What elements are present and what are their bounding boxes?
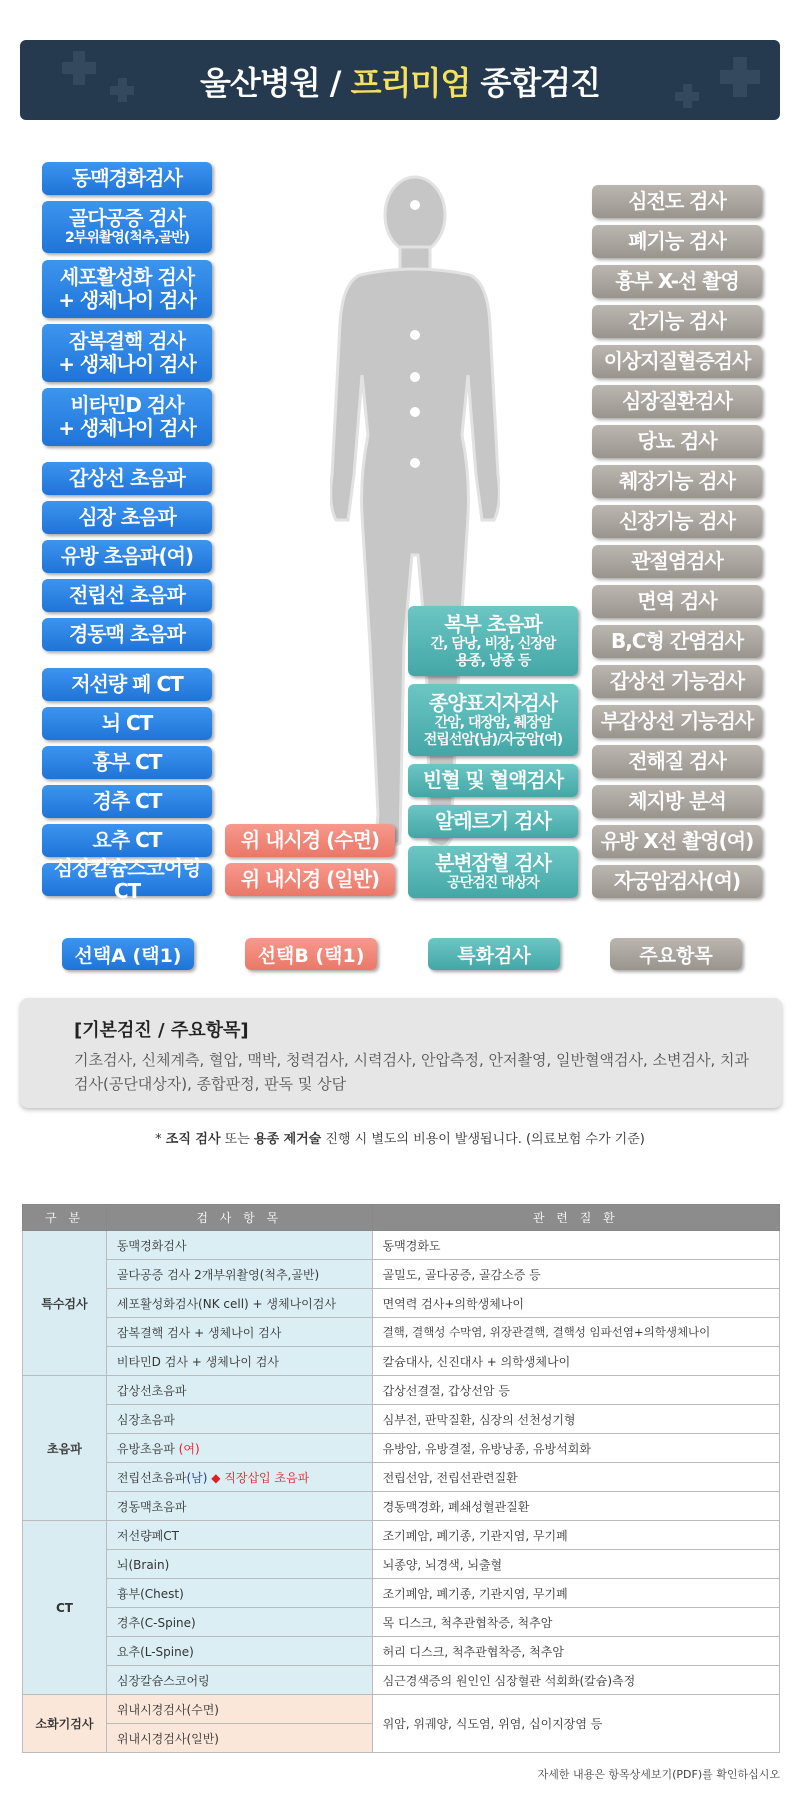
test-body-fat: 체지방 분석: [592, 785, 762, 818]
table-cell-item: 경동맥초음파: [106, 1492, 372, 1521]
body-silhouette-icon: [330, 175, 500, 865]
test-latent-tb: 잠복결핵 검사 + 생체나이 검사: [42, 324, 212, 382]
table-cell-disease: 뇌종양, 뇌경색, 뇌출혈: [372, 1550, 779, 1579]
table-cell-item: 잠복결핵 검사 + 생체나이 검사: [106, 1318, 372, 1347]
table-cell-disease: 칼슘대사, 신진대사 + 의학생체나이: [372, 1347, 779, 1376]
table-cell-item: 골다공증 검사 2개부위촬영(척추,골반): [106, 1260, 372, 1289]
table-row: [23, 1260, 780, 1289]
test-diabetes: 당뇨 검사: [592, 425, 762, 458]
test-prostate-us: 전립선 초음파: [42, 579, 212, 612]
test-pancreas-function: 췌장기능 검사: [592, 465, 762, 498]
table-cell-item: 흉부(Chest): [106, 1579, 372, 1608]
test-breast-us: 유방 초음파(여): [42, 540, 212, 573]
test-kidney-function: 신장기능 검사: [592, 505, 762, 538]
table-row: [23, 1550, 780, 1579]
table-row: [23, 1579, 780, 1608]
legend-choice-a: 선택A (택1): [62, 938, 194, 970]
page-title: 울산병원 / 프리미엄 종합검진: [199, 64, 601, 102]
table-cell-disease: 목 디스크, 척추관협착증, 척추암: [372, 1608, 779, 1637]
test-dyslipidemia: 이상지질혈증검사: [592, 345, 762, 378]
title-banner: [20, 40, 780, 120]
test-chest-ct: 흉부 CT: [42, 746, 212, 779]
header-disease: 관 련 질 환: [372, 1205, 779, 1231]
test-cspine-ct: 경추 CT: [42, 785, 212, 818]
table-cell-item: 뇌(Brain): [106, 1550, 372, 1579]
test-parathyroid-function: 부갑상선 기능검사: [592, 705, 762, 738]
table-row: [23, 1608, 780, 1637]
test-arthritis: 관절염검사: [592, 545, 762, 578]
table-row: [23, 1492, 780, 1521]
basic-checkup-heading: [기본검진 / 주요항목]: [74, 1020, 249, 1041]
test-endoscopy-general: 위 내시경 (일반): [225, 863, 395, 896]
table-cell-disease: 전립선암, 전립선관련질환: [372, 1463, 779, 1492]
table-cell-disease: 유방암, 유방결절, 유방낭종, 유방석회화: [372, 1434, 779, 1463]
exam-table: [22, 1204, 780, 1753]
test-hepatitis-bc: B,C형 간염검사: [592, 625, 762, 658]
test-anemia-blood: 빈혈 및 혈액검사: [408, 764, 578, 797]
test-thyroid-us: 갑상선 초음파: [42, 462, 212, 495]
test-mammography: 유방 X선 촬영(여): [592, 825, 762, 858]
test-thyroid-function: 갑상선 기능검사: [592, 665, 762, 698]
category-special: 특수검사: [23, 1231, 107, 1376]
test-chest-xray: 흉부 X-선 촬영: [592, 265, 762, 298]
test-immunity: 면역 검사: [592, 585, 762, 618]
test-carotid-us: 경동맥 초음파: [42, 618, 212, 651]
test-vitamin-d: 비타민D 검사 + 생체나이 검사: [42, 388, 212, 446]
table-cell-item: 저선량폐CT: [106, 1521, 372, 1550]
test-lowdose-lung-ct: 저선량 폐 CT: [42, 668, 212, 701]
table-row: [23, 1521, 780, 1550]
table-cell-disease: 면역력 검사+의학생체나이: [372, 1289, 779, 1318]
table-cell-disease: 심부전, 판막질환, 심장의 선천성기형: [372, 1405, 779, 1434]
test-osteoporosis: 골다공증 검사 2부위촬영(척추,골반): [42, 201, 212, 253]
header-item: 검 사 항 목: [106, 1205, 372, 1231]
table-cell-item: 유방초음파 (여): [106, 1434, 372, 1463]
table-row: [23, 1434, 780, 1463]
legend-main-items: 주요항목: [610, 938, 742, 970]
basic-checkup-text: 기초검사, 신체계측, 혈압, 맥박, 청력검사, 시력검사, 안압측정, 안저촬영, 일반혈액검사, 소변검사, 치과검사(공단대상자), 종합판정, 판독 및 상담: [74, 1051, 749, 1093]
test-cell-activation: 세포활성화 검사 + 생체나이 검사: [42, 260, 212, 318]
table-cell-item: 경추(C-Spine): [106, 1608, 372, 1637]
table-cell-disease: 조기폐암, 폐기종, 기관지염, 무기폐: [372, 1579, 779, 1608]
table-cell-disease: 허리 디스크, 척추관협착증, 척추암: [372, 1637, 779, 1666]
test-electrolyte: 전해질 검사: [592, 745, 762, 778]
table-cell-item: 전립선초음파(남) ◆ 직장삽입 초음파: [106, 1463, 372, 1492]
test-heart-disease: 심장질환검사: [592, 385, 762, 418]
header-category: 구 분: [23, 1205, 107, 1231]
table-row: [23, 1463, 780, 1492]
table-cell-disease: 심근경색증의 원인인 심장혈관 석회화(칼슘)측정: [372, 1666, 779, 1695]
table-cell-disease: 갑상선결절, 갑상선암 등: [372, 1376, 779, 1405]
table-row: [23, 1231, 780, 1260]
table-row: [23, 1666, 780, 1695]
test-endoscopy-sedation: 위 내시경 (수면): [225, 824, 395, 857]
category-ct: CT: [23, 1521, 107, 1695]
table-row: [23, 1347, 780, 1376]
basic-checkup-box: [20, 998, 782, 1108]
test-liver-function: 간기능 검사: [592, 305, 762, 338]
table-cell-disease: 결핵, 결핵성 수막염, 위장관결핵, 결핵성 임파선염+의학생체나이: [372, 1318, 779, 1347]
test-abdominal-us: 복부 초음파 간, 담낭, 비장, 신장암 용종, 낭종 등: [408, 606, 578, 676]
test-fecal-occult-blood: 분변잠혈 검사 공단검진 대상자: [408, 846, 578, 898]
table-cell-item: 위내시경검사(수면): [106, 1695, 372, 1724]
table-cell-disease: 동맥경화도: [372, 1231, 779, 1260]
test-tumor-markers: 종양표지자검사 간암, 대장암, 췌장암 전립선암(남)/자궁암(여): [408, 684, 578, 756]
table-cell-disease: 골밀도, 골다공증, 골감소증 등: [372, 1260, 779, 1289]
category-digestive: 소화기검사: [23, 1695, 107, 1753]
test-allergy: 알레르기 검사: [408, 805, 578, 838]
table-cell-item: 요추(L-Spine): [106, 1637, 372, 1666]
legend-special: 특화검사: [428, 938, 560, 970]
table-row: [23, 1695, 780, 1724]
table-cell-item: 동맥경화검사: [106, 1231, 372, 1260]
category-ultrasound: 초음파: [23, 1376, 107, 1521]
legend-choice-b: 선택B (택1): [245, 938, 377, 970]
footer-note: 자세한 내용은 항목상세보기(PDF)를 확인하십시오: [537, 1768, 780, 1781]
table-cell-item: 비타민D 검사 + 생체나이 검사: [106, 1347, 372, 1376]
table-cell-disease: 경동맥경화, 폐쇄성혈관질환: [372, 1492, 779, 1521]
test-heart-us: 심장 초음파: [42, 501, 212, 534]
table-row: [23, 1376, 780, 1405]
test-lspine-ct: 요추 CT: [42, 824, 212, 857]
table-cell-item: 위내시경검사(일반): [106, 1724, 372, 1753]
table-cell-disease: 위암, 위궤양, 식도염, 위염, 십이지장염 등: [372, 1695, 779, 1753]
table-row: [23, 1318, 780, 1347]
test-ecg: 심전도 검사: [592, 185, 762, 218]
cost-note: * 조직 검사 또는 용종 제거술 진행 시 별도의 비용이 발생됩니다. (의료보험 수가 기준): [155, 1132, 645, 1147]
test-lung-function: 폐기능 검사: [592, 225, 762, 258]
test-atherosclerosis: 동맥경화검사: [42, 162, 212, 195]
test-brain-ct: 뇌 CT: [42, 707, 212, 740]
table-row: [23, 1405, 780, 1434]
table-cell-item: 심장초음파: [106, 1405, 372, 1434]
test-calcium-score-ct: 심장칼슘스코어링 CT: [42, 863, 212, 896]
table-row: [23, 1289, 780, 1318]
table-cell-item: 갑상선초음파: [106, 1376, 372, 1405]
test-cervical-cancer: 자궁암검사(여): [592, 865, 762, 898]
table-cell-item: 심장칼슘스코어링: [106, 1666, 372, 1695]
table-cell-disease: 조기폐암, 폐기종, 기관지염, 무기폐: [372, 1521, 779, 1550]
table-row: [23, 1637, 780, 1666]
table-header-row: [23, 1205, 780, 1231]
table-cell-item: 세포활성화검사(NK cell) + 생체나이검사: [106, 1289, 372, 1318]
